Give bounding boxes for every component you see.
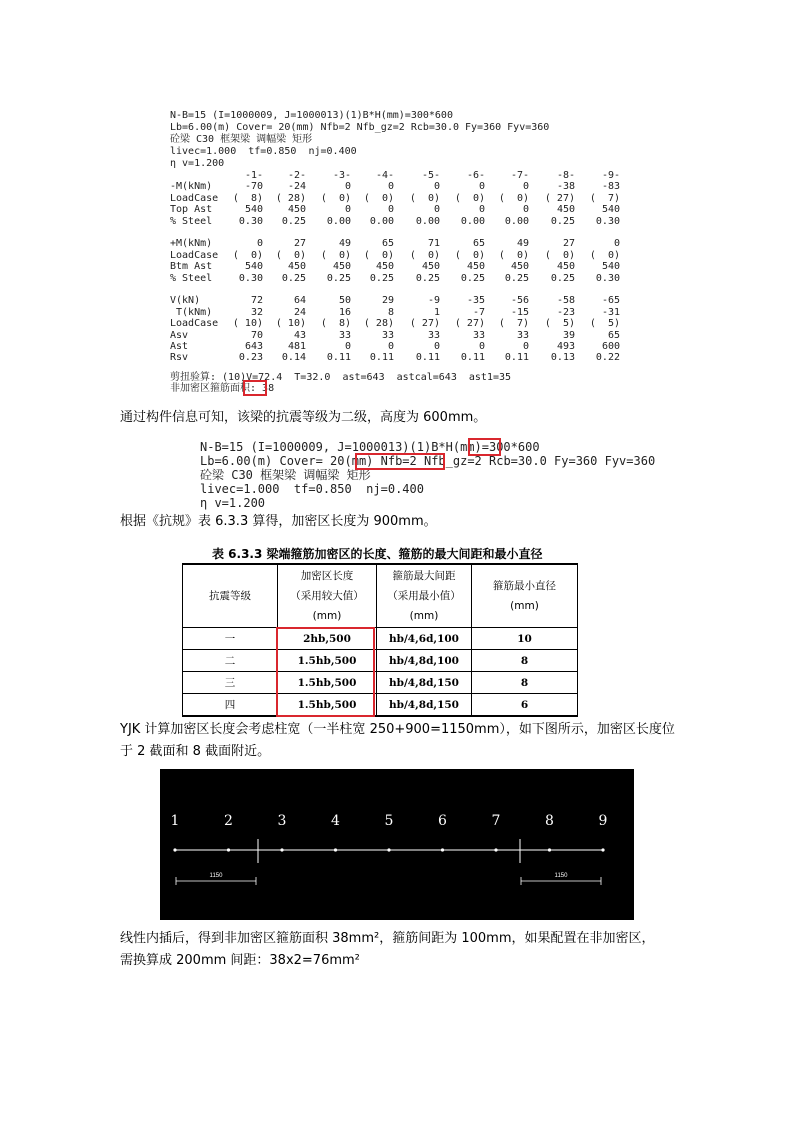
section-label-5: 5 — [384, 813, 394, 829]
output-excerpt-line4: livec=1.000 tf=0.850 nj=0.400 — [200, 482, 424, 496]
row-value: 65 — [607, 329, 620, 341]
row-value: ( 10) — [275, 318, 306, 330]
row-label: V(kN) — [170, 295, 201, 307]
row-value: ( 0) — [498, 249, 529, 261]
row-value: ( 0) — [454, 249, 485, 261]
row-value: -5- — [421, 170, 440, 181]
output-header-line: η v=1.200 — [170, 158, 225, 169]
row-label: T(kNm) — [170, 306, 213, 318]
row-label: +M(kNm) — [170, 238, 213, 250]
row-value: -35 — [466, 295, 485, 307]
paragraph-yjk-dense-zone: YJK 计算加密区长度会考虑柱宽（一半柱宽 250+900=1150mm），如下图所示，加密区长度位 — [120, 722, 675, 737]
row-value: ( 27) — [409, 318, 440, 330]
row-value: 0 — [478, 204, 485, 216]
header-seismic-grade: 抗震等级 — [183, 564, 278, 628]
row-value: 72 — [250, 295, 263, 307]
row-value: 0 — [522, 204, 529, 216]
row-value: 0.22 — [595, 352, 620, 364]
row-value: 16 — [338, 306, 351, 318]
row-value: 0.30 — [595, 215, 620, 227]
paragraph-yjk-dense-zone-cont: 于 2 截面和 8 截面附近。 — [120, 744, 271, 759]
row-value: 0 — [433, 204, 440, 216]
section-point-3 — [280, 848, 283, 851]
highlight-stirrup-area — [243, 380, 267, 396]
row-value: ( 28) — [275, 192, 306, 204]
row-value: 70 — [250, 329, 263, 341]
row-value: 0 — [344, 181, 351, 193]
row-label: -M(kNm) — [170, 181, 213, 193]
row-value: 0.25 — [326, 272, 351, 284]
torsion-check-line: 剪扭验算: (10)V=72.4 T=32.0 ast=643 astcal=643 ast1=35 — [170, 372, 512, 383]
row-value: 0.11 — [504, 352, 529, 364]
row-value: 0.30 — [238, 215, 263, 227]
row-value: 0 — [522, 341, 529, 352]
row-value: ( 7) — [498, 318, 529, 330]
beam-section-svg — [160, 769, 634, 920]
row-value: ( 0) — [498, 192, 529, 204]
row-value: 0.25 — [504, 272, 529, 284]
row-value: 0.11 — [415, 352, 440, 364]
row-value: ( 5) — [589, 318, 620, 330]
row-value: 27 — [293, 238, 306, 250]
row-value: -58 — [556, 295, 575, 307]
row-value: 0.11 — [326, 352, 351, 364]
row-value: 0.00 — [504, 215, 529, 227]
row-value: 0.13 — [550, 352, 575, 364]
row-value: 450 — [375, 261, 394, 273]
beam-height-value: 600 — [517, 440, 540, 454]
row-value: -15 — [510, 306, 529, 318]
row-value: ( 0) — [363, 192, 394, 204]
row-value: ( 0) — [320, 192, 351, 204]
row-value: -4- — [375, 170, 394, 181]
row-value: 643 — [244, 341, 263, 352]
row-value: 0 — [344, 341, 351, 352]
row-value: 0.00 — [415, 215, 440, 227]
section-point-6 — [441, 848, 444, 851]
row-value: 64 — [293, 295, 306, 307]
row-value: ( 28) — [363, 318, 394, 330]
row-value: 29 — [381, 295, 394, 307]
row-value: 540 — [244, 261, 263, 273]
row-value: -83 — [601, 181, 620, 193]
row-value: 0.25 — [281, 272, 306, 284]
row-value: 540 — [601, 261, 620, 273]
section-label-4: 4 — [331, 813, 340, 829]
section-point-9 — [601, 848, 604, 851]
output-header-line: Lb=6.00(m) Cover= 20(mm) Nfb=2 Nfb_gz=2 Rcb=30.0 Fy=360 Fyv=360 — [170, 122, 550, 133]
row-value: 0.25 — [369, 272, 394, 284]
row-value: 39 — [562, 329, 575, 341]
row-label: LoadCase — [170, 318, 219, 330]
row-value: -56 — [510, 295, 529, 307]
output-excerpt-line1: N-B=15 (I=1000009, J=1000013)(1)B*H(mm)=300*600 — [200, 440, 540, 454]
row-value: ( 0) — [589, 249, 620, 261]
row-value: 0.25 — [415, 272, 440, 284]
row-value: -8- — [556, 170, 575, 181]
row-value: 50 — [338, 295, 351, 307]
seismic-grade-params: Nfb=2 Nfb_gz=2 — [380, 454, 482, 468]
output-excerpt-line3: 砼梁 C30 框架梁 调幅梁 矩形 — [200, 468, 371, 482]
section-label-1: 1 — [170, 813, 180, 829]
row-value: 0.00 — [326, 215, 351, 227]
row-value: -3- — [332, 170, 351, 181]
row-value: 33 — [472, 329, 485, 341]
row-value: -2- — [287, 170, 306, 181]
beam-output-full — [170, 110, 622, 394]
row-label: Btm Ast — [170, 261, 213, 273]
row-value: 0 — [387, 204, 394, 216]
row-value: ( 0) — [275, 249, 306, 261]
row-value: 0 — [433, 181, 440, 193]
header-dense-length: 加密区长度 （采用较大值） (mm) — [278, 564, 377, 628]
row-value: -24 — [287, 181, 306, 193]
output-header-line: livec=1.000 tf=0.850 nj=0.400 — [170, 146, 357, 157]
row-value: 493 — [556, 341, 575, 352]
section-point-2 — [227, 848, 230, 851]
row-value: 33 — [516, 329, 529, 341]
highlight-beam-height — [468, 438, 501, 456]
row-value: ( 8) — [320, 318, 351, 330]
row-value: ( 0) — [409, 249, 440, 261]
row-value: ( 7) — [589, 192, 620, 204]
row-value: 24 — [293, 306, 306, 318]
table-row: 三 1.5hb,500 hb/4,8d,150 8 — [183, 672, 578, 694]
row-value: 450 — [466, 261, 485, 273]
section-point-1 — [173, 848, 176, 851]
row-value: 0 — [344, 204, 351, 216]
row-label: Asv — [170, 329, 189, 341]
row-value: ( 0) — [320, 249, 351, 261]
section-point-5 — [387, 848, 390, 851]
beam-section-diagram — [160, 769, 634, 920]
row-value: 450 — [510, 261, 529, 273]
section-point-7 — [494, 848, 497, 851]
row-value: 71 — [427, 238, 440, 250]
row-value: 0 — [522, 181, 529, 193]
row-value: ( 27) — [454, 318, 485, 330]
output-header-line: 砼梁 C30 框架梁 调幅梁 矩形 — [170, 134, 313, 145]
row-value: 0 — [387, 341, 394, 352]
row-value: 0.25 — [281, 215, 306, 227]
row-label: Ast — [170, 341, 189, 352]
row-value: 0.00 — [460, 215, 485, 227]
output-header-line: N-B=15 (I=1000009, J=1000013)(1)B*H(mm)=300*600 — [170, 110, 453, 121]
row-value: 450 — [287, 261, 306, 273]
row-value: -9 — [427, 295, 440, 307]
row-value: 27 — [562, 238, 575, 250]
row-value: 0 — [387, 181, 394, 193]
row-value: 450 — [332, 261, 351, 273]
row-value: 540 — [244, 204, 263, 216]
row-value: 450 — [556, 204, 575, 216]
row-value: 49 — [338, 238, 351, 250]
non-dense-stirrup-area-value: 38 — [262, 383, 275, 394]
section-label-9: 9 — [598, 813, 608, 829]
row-value: -7- — [510, 170, 529, 181]
paragraph-interpolation-cont: 需换算成 200mm 间距：38x2=76mm² — [120, 953, 360, 968]
row-value: 0 — [478, 341, 485, 352]
paragraph-seismic-grade: 通过构件信息可知，该梁的抗震等级为二级，高度为 600mm。 — [120, 410, 487, 425]
highlight-dense-length-column — [276, 627, 375, 717]
row-value: ( 0) — [232, 249, 263, 261]
row-value: 0.11 — [460, 352, 485, 364]
paragraph-interpolation: 线性内插后，得到非加密区箍筋面积 38mm²，箍筋间距为 100mm，如果配置在非加密区， — [120, 931, 655, 946]
row-value: 450 — [556, 261, 575, 273]
row-value: 32 — [250, 306, 263, 318]
output-excerpt-line2: Lb=6.00(m) Cover= 20(mm) Nfb=2 Nfb_gz=2 Rcb=30.0 Fy=360 Fyv=360 — [200, 454, 656, 468]
row-value: 33 — [381, 329, 394, 341]
row-value: 0 — [478, 181, 485, 193]
header-min-diameter: 箍筋最小直径 (mm) — [472, 564, 578, 628]
row-value: 0 — [433, 341, 440, 352]
row-value: ( 8) — [232, 192, 263, 204]
row-value: 481 — [287, 341, 306, 352]
row-value: ( 0) — [454, 192, 485, 204]
row-value: ( 10) — [232, 318, 263, 330]
row-label: LoadCase — [170, 249, 219, 261]
section-label-2: 2 — [224, 813, 233, 829]
row-label: LoadCase — [170, 192, 219, 204]
section-label-3: 3 — [277, 813, 287, 829]
row-value: 33 — [338, 329, 351, 341]
section-point-4 — [334, 848, 337, 851]
row-value: 0.25 — [550, 272, 575, 284]
row-value: 600 — [601, 341, 620, 352]
row-value: -38 — [556, 181, 575, 193]
row-value: 540 — [601, 204, 620, 216]
row-value: 0.30 — [238, 272, 263, 284]
section-label-7: 7 — [491, 813, 501, 829]
row-value: -31 — [601, 306, 620, 318]
row-label: Top Ast — [170, 204, 213, 216]
beam-output-excerpt — [200, 440, 656, 510]
section-label-6: 6 — [438, 813, 447, 829]
highlight-seismic-params — [355, 453, 445, 470]
row-value: -65 — [601, 295, 620, 307]
header-max-spacing: 箍筋最大间距 （采用最小值） (mm) — [377, 564, 472, 628]
row-value: 65 — [472, 238, 485, 250]
row-value: 1 — [433, 306, 440, 318]
row-value: 450 — [421, 261, 440, 273]
left-dimension-label: 1150 — [209, 873, 223, 879]
row-value: ( 5) — [544, 318, 575, 330]
row-label: % Steel — [170, 272, 213, 284]
row-value: 43 — [293, 329, 306, 341]
row-value: ( 27) — [544, 192, 575, 204]
row-value: 0 — [256, 238, 263, 250]
right-dimension-label: 1150 — [554, 873, 568, 879]
row-value: 0.00 — [369, 215, 394, 227]
section-point-8 — [548, 848, 551, 851]
row-value: 33 — [427, 329, 440, 341]
row-value: 0.30 — [595, 272, 620, 284]
row-value: 0.23 — [238, 352, 263, 364]
row-value: -70 — [244, 181, 263, 193]
non-dense-stirrup-area-label: 非加密区箍筋面积: — [170, 383, 263, 394]
row-label: Rsv — [170, 352, 189, 364]
row-value: -6- — [466, 170, 485, 181]
row-label: % Steel — [170, 215, 213, 227]
row-value: -1- — [244, 170, 263, 181]
row-value: -23 — [556, 306, 575, 318]
row-value: 0.11 — [369, 352, 394, 364]
output-excerpt-line5: η v=1.200 — [200, 496, 266, 510]
table-row: 一 2hb,500 hb/4,6d,100 10 — [183, 628, 578, 650]
row-value: 0.14 — [281, 352, 306, 364]
row-value: 450 — [287, 204, 306, 216]
row-value: ( 0) — [544, 249, 575, 261]
row-value: 0 — [613, 238, 620, 250]
paragraph-dense-zone-length: 根据《抗规》表 6.3.3 算得，加密区长度为 900mm。 — [120, 514, 437, 529]
table-row: 四 1.5hb,500 hb/4,8d,150 6 — [183, 694, 578, 717]
row-value: ( 0) — [409, 192, 440, 204]
row-value: -7 — [472, 306, 485, 318]
row-value: -9- — [601, 170, 620, 181]
row-value: ( 0) — [363, 249, 394, 261]
row-value: 65 — [381, 238, 394, 250]
table-row: 二 1.5hb,500 hb/4,8d,100 8 — [183, 650, 578, 672]
row-value: 49 — [516, 238, 529, 250]
row-value: 0.25 — [460, 272, 485, 284]
section-label-8: 8 — [545, 813, 554, 829]
row-value: 8 — [387, 306, 394, 318]
stirrup-spec-table — [182, 563, 578, 717]
row-value: 0.25 — [550, 215, 575, 227]
table-caption: 表 6.3.3 梁端箍筋加密区的长度、箍筋的最大间距和最小直径 — [212, 547, 543, 561]
